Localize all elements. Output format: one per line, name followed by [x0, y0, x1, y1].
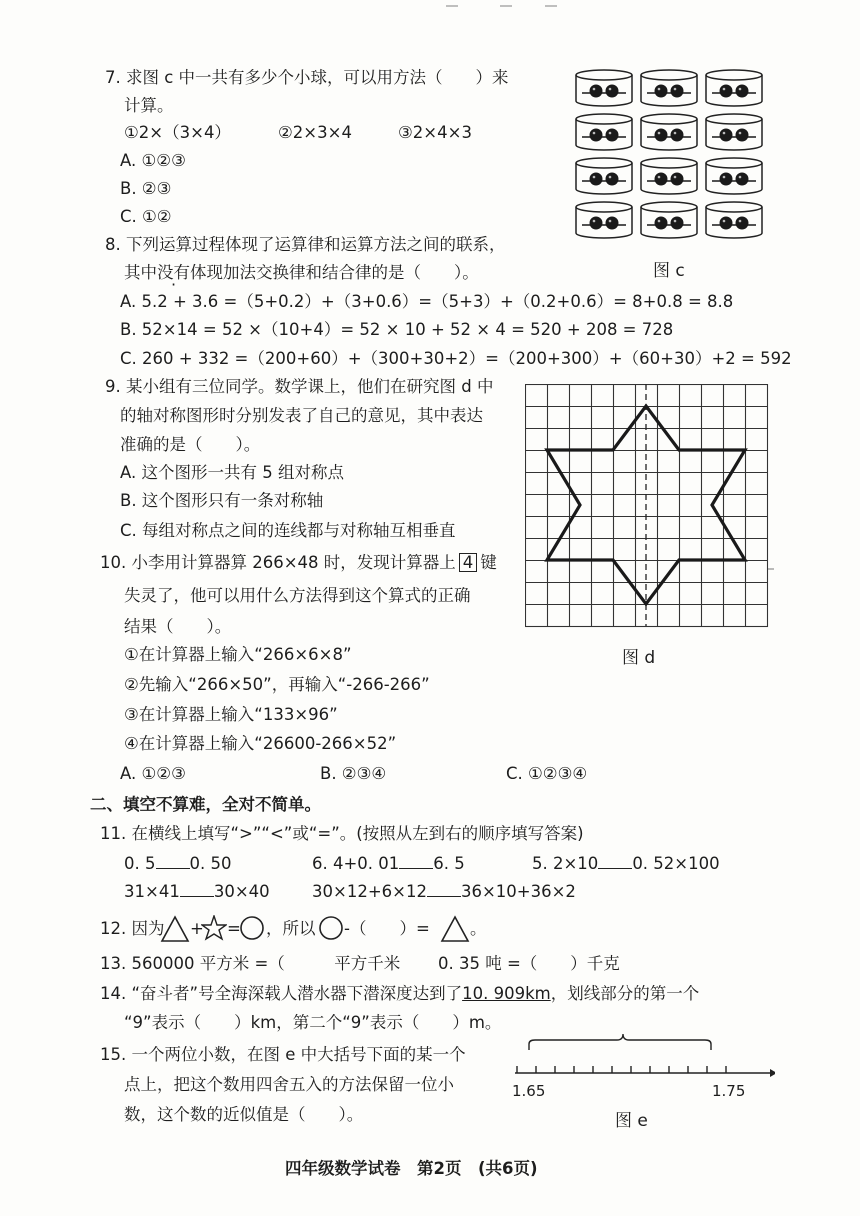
star-shape-icon: [201, 915, 227, 941]
ball: [606, 85, 619, 98]
q11-blank-2[interactable]: [399, 853, 433, 869]
q11-expr-2-right: 6. 5: [433, 854, 465, 873]
q9-line1: 9. 某小组有三位同学。数学课上，他们在研究图 d 中: [105, 377, 494, 396]
calculator-key-4: 4: [459, 553, 478, 572]
q8-line2: [124, 262, 479, 284]
q11-expr-4-right: 30×40: [213, 882, 270, 901]
ball: [736, 173, 749, 186]
ball: [655, 129, 668, 142]
ball: [720, 217, 733, 230]
q11-blank-5[interactable]: [427, 881, 461, 897]
ball: [590, 217, 603, 230]
ball: [736, 85, 749, 98]
q10-line1-b: 键: [480, 553, 497, 572]
q10-choice-c: C. ①②③④: [506, 764, 588, 783]
q7-line2: 计算。: [124, 96, 174, 115]
ball: [671, 173, 684, 186]
q9-choice-b: B. 这个图形只有一条对称轴: [120, 491, 324, 510]
q12-plus: +: [190, 919, 204, 938]
ball: [736, 217, 749, 230]
ball: [720, 173, 733, 186]
figure-d-caption: 图 d: [622, 648, 656, 668]
q10-method-1: ①在计算器上输入“266×6×8”: [124, 645, 352, 664]
figure-d-star-grid: [525, 384, 775, 632]
number-line-right-label: 1.75: [712, 1082, 746, 1100]
cup-with-two-balls: [576, 114, 632, 150]
ball: [590, 173, 603, 186]
figure-c-caption: 图 c: [653, 261, 685, 281]
q12-so: ，所以: [266, 919, 316, 938]
q8-choice-b: B. 52×14 = 52 ×（10+4）= 52 × 10 + 52 × 4 = 520 + 208 = 728: [120, 320, 674, 339]
cup-with-two-balls: [706, 114, 762, 150]
q9-choice-a: A. 这个图形一共有 5 组对称点: [120, 463, 344, 482]
q12-prefix: 12. 因为: [100, 919, 165, 938]
circle-shape-icon-2: [318, 915, 344, 941]
q11-expr-3: [532, 853, 720, 875]
cup-with-two-balls: [641, 158, 697, 194]
q7-line1: 7. 求图 c 中一共有多少个小球，可以用方法（ ）来: [105, 68, 509, 87]
q8-line2-b: 体现加法交换律和结合律的是（ ）。: [190, 263, 479, 282]
q14-underlined-depth: 10. 909km: [462, 984, 551, 1003]
cup-with-two-balls: [576, 70, 632, 106]
q14-line1-b: ，划线部分的第一个: [550, 984, 700, 1003]
cup-with-two-balls: [706, 70, 762, 106]
q8-choice-a: A. 5.2 + 3.6 =（5+0.2）+（3+0.6）=（5+3）+（0.2+0.6）= 8+0.8 = 8.8: [120, 292, 734, 311]
q11-expr-1: [124, 853, 231, 875]
top-edge-marks: [0, 0, 860, 12]
q14-line1-a: 14. “奋斗者”号全海深载人潜水器下潜深度达到了: [100, 984, 463, 1003]
ball: [655, 85, 668, 98]
ball: [671, 129, 684, 142]
q11-expr-5: [312, 881, 576, 903]
ball: [590, 85, 603, 98]
figure-c-cylinders: [572, 66, 772, 246]
q10-line1-a: 10. 小李用计算器算 266×48 时，发现计算器上: [100, 553, 456, 572]
q8-choice-c: C. 260 + 332 =（200+60）+（300+30+2）=（200+300）+（60+30）+2 = 592: [120, 349, 792, 368]
q11-blank-1[interactable]: [156, 853, 190, 869]
cup-with-two-balls: [706, 158, 762, 194]
q7-option-2: ②2×3×4: [278, 123, 352, 142]
q10-method-4: ④在计算器上输入“26600-266×52”: [124, 734, 397, 753]
q12-end: 。: [470, 919, 487, 938]
footer-total-pages: 6: [502, 1159, 514, 1178]
q11-expr-1-right: 0. 50: [189, 854, 232, 873]
q10-line2: 失灵了，他可以用什么方法得到这个算式的正确: [124, 586, 471, 605]
q15-line3: 数，这个数的近似值是（ ）。: [124, 1105, 364, 1124]
q10-line3: 结果（ ）。: [124, 617, 232, 636]
footer-label-2: 页 (共: [444, 1159, 503, 1178]
q11-blank-3[interactable]: [598, 853, 632, 869]
q15-line2: 点上，把这个数用四舍五入的方法保留一位小: [124, 1075, 454, 1094]
footer-label-3: 页): [513, 1159, 538, 1178]
q11-expr-4: [124, 881, 270, 903]
q10-method-3: ③在计算器上输入“133×96”: [124, 705, 338, 724]
figure-e-caption: 图 e: [615, 1111, 648, 1131]
q7-choice-a: A. ①②③: [120, 151, 186, 170]
q8-line2-a: 其中: [124, 263, 157, 282]
ball: [720, 129, 733, 142]
q7-choice-c: C. ①②: [120, 207, 172, 226]
q8-line1: 8. 下列运算过程体现了运算律和运算方法之间的联系，: [105, 235, 506, 254]
cup-with-two-balls: [576, 202, 632, 238]
q14-line1: [100, 983, 699, 1005]
q11-expr-5-left: 30×12+6×12: [312, 882, 427, 901]
number-line-left-label: 1.65: [512, 1082, 546, 1100]
ball: [606, 217, 619, 230]
section-2-heading: 二、填空不算难，全对不简单。: [90, 795, 321, 814]
q9-line3: 准确的是（ ）。: [120, 435, 261, 454]
q11-expr-2-left: 6. 4+0. 01: [312, 854, 400, 873]
q11-expr-1-left: 0. 5: [124, 854, 156, 873]
q11-expr-3-left: 5. 2×10: [532, 854, 599, 873]
q12-equals: =: [227, 919, 241, 938]
triangle-shape-icon-2: [440, 915, 470, 943]
q10-choice-a: A. ①②③: [120, 764, 186, 783]
cup-with-two-balls: [706, 202, 762, 238]
ball: [606, 129, 619, 142]
q14-line2: “9”表示（ ）km，第二个“9”表示（ ）m。: [124, 1013, 502, 1032]
ball: [590, 129, 603, 142]
q13-part-1: 13. 560000 平方米 =（ 平方千米: [100, 954, 401, 973]
ball: [606, 173, 619, 186]
ball: [671, 217, 684, 230]
cup-with-two-balls: [576, 158, 632, 194]
q11-expr-5-right: 36×10+36×2: [460, 882, 576, 901]
q13-part-2: 0. 35 吨 =（ ）千克: [438, 954, 620, 973]
q9-line2: 的轴对称图形时分别发表了自己的意见，其中表达: [120, 406, 483, 425]
q11-expr-3-right: 0. 52×100: [632, 854, 720, 873]
q11-expr-2: [312, 853, 465, 875]
ball: [655, 217, 668, 230]
q7-option-1: ①2×（3×4）: [124, 123, 231, 142]
q11-expr-4-left: 31×41: [124, 882, 180, 901]
footer-page-number: 2: [433, 1159, 445, 1178]
q11-instruction: 11. 在横线上填写“>”“<”或“=”。(按照从左到右的顺序填写答案): [100, 824, 584, 843]
q12-minus-blank: -（ ）=: [344, 919, 430, 938]
ball: [671, 85, 684, 98]
q7-option-3: ③2×4×3: [398, 123, 472, 142]
triangle-shape-icon: [160, 915, 190, 943]
circle-shape-icon: [239, 915, 265, 941]
page-footer: [285, 1158, 538, 1180]
ball: [720, 85, 733, 98]
q10-choice-b: B. ②③④: [320, 764, 387, 783]
q10-line1: [100, 552, 497, 574]
q11-blank-4[interactable]: [180, 881, 214, 897]
q9-choice-c: C. 每组对称点之间的连线都与对称轴互相垂直: [120, 521, 456, 540]
cup-with-two-balls: [641, 202, 697, 238]
cup-with-two-balls: [641, 70, 697, 106]
cup-with-two-balls: [641, 114, 697, 150]
footer-label: 四年级数学试卷 第: [285, 1159, 434, 1178]
ball: [655, 173, 668, 186]
q15-line1: 15. 一个两位小数，在图 e 中大括号下面的某一个: [100, 1045, 466, 1064]
q8-emphasis-not: 没有: [157, 263, 190, 282]
q7-choice-b: B. ②③: [120, 179, 172, 198]
ball: [736, 129, 749, 142]
q10-method-2: ②先输入“266×50”，再输入“-266-266”: [124, 675, 430, 694]
